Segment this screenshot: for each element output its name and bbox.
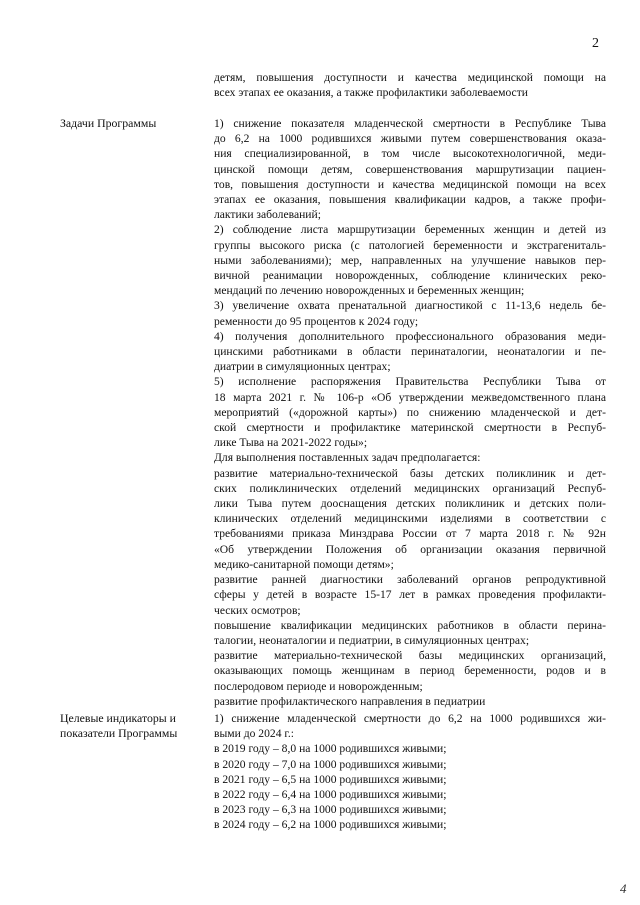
indicators-label-line: Целевые индикаторы и: [60, 711, 176, 725]
indicators-label-line: показатели Программы: [60, 726, 178, 740]
tasks-line: повышение квалификации медицинских работников в области перина-: [214, 618, 606, 632]
tasks-line: послеродовом периоде и новорожденным;: [214, 679, 423, 693]
handwritten-mark: 4: [620, 881, 627, 896]
tasks-line: 2) соблюдение листа маршрутизации беременных женщин и детей из: [214, 223, 606, 237]
tasks-line: развитие ранней диагностики заболеваний органов репродуктивной: [214, 573, 606, 587]
tasks-line: талогии, неонаталогии и педиатрии, в симуляционных центрах;: [214, 633, 530, 647]
tasks-line: лики Тыва путем дооснащения детских поликлиник и детских поли-: [214, 497, 606, 511]
tasks-line: лике Тыва на 2021-2022 годы»;: [214, 436, 368, 450]
tasks-line: развитие профилактического направления в педиатрии: [214, 694, 486, 708]
tasks-line: мендаций по лечению новорожденных и беременных женщин;: [214, 284, 525, 298]
tasks-line: ской смертности и профилактике материнской смертности в Респуб-: [214, 421, 606, 435]
tasks-line: до 6,2 на 1000 родившихся живыми путем совершенствования оказа-: [214, 132, 606, 146]
tasks-line: оказывающих помощь женщинам в период беременности, родов и в: [214, 664, 606, 678]
intro-line: всех этапах ее оказания, а также профилактики заболеваемости: [214, 86, 528, 100]
page-number: 2: [592, 36, 599, 51]
tasks-line: тов, повышения доступности и качества медицинской помощи на всех: [214, 177, 606, 191]
indicators-label: [60, 711, 205, 741]
indicators-line: в 2023 году – 6,3 на 1000 родившихся живыми;: [214, 803, 447, 817]
indicators-content: [214, 711, 606, 833]
tasks-line: развитие материально-технической базы детских поликлиник и дет-: [214, 466, 606, 480]
tasks-line: ния специализированной, в том числе высокотехнологичной, меди-: [214, 147, 606, 161]
intro-line: детям, повышения доступности и качества медицинской помощи на: [214, 71, 606, 84]
indicators-line: в 2019 году – 8,0 на 1000 родившихся живыми;: [214, 742, 447, 756]
intro-paragraph: [214, 70, 606, 100]
indicators-line: 1) снижение младенческой смертности до 6,2 на 1000 родившихся жи-: [214, 712, 606, 725]
tasks-line: ными заболеваниями); мер, направленных на улучшение навыков пер-: [214, 253, 606, 267]
tasks-line: этапах ее оказания, повышения квалификации кадров, а также профи-: [214, 193, 606, 207]
tasks-line: требованиями приказа Минздрава России от 7 марта 2018 г. № 92н: [214, 527, 606, 541]
tasks-label: Задачи Программы: [60, 116, 157, 130]
tasks-line: лактики заболеваний;: [214, 208, 321, 222]
tasks-line: цинскими работниками в области перинаталогии, неонаталогии и пе-: [214, 345, 606, 359]
tasks-line: 3) увеличение охвата пренатальной диагностикой с 11-13,6 недель бе-: [214, 299, 606, 313]
indicators-line: в 2020 году – 7,0 на 1000 родившихся живыми;: [214, 757, 447, 771]
indicators-line: выми до 2024 г.:: [214, 727, 294, 741]
tasks-line: 1) снижение показателя младенческой смертности в Республике Тыва: [214, 117, 606, 130]
tasks-line: развитие материально-технической базы медицинских организаций,: [214, 649, 606, 663]
tasks-line: 5) исполнение распоряжения Правительства Республики Тыва от: [214, 375, 606, 389]
tasks-line: «Об утверждении Положения об организации оказания первичной: [214, 542, 606, 556]
tasks-line: диатрии в симуляционных центрах;: [214, 360, 391, 374]
tasks-line: Для выполнения поставленных задач предполагается:: [214, 451, 481, 465]
tasks-line: клинических отделений медицинскими изделиями в соответствии с: [214, 512, 606, 526]
tasks-line: сферы у детей в возрасте 15-17 лет в рамках проведения профилакти-: [214, 588, 606, 602]
tasks-line: 18 марта 2021 г. № 106-р «Об утверждении межведомственного плана: [214, 390, 606, 404]
tasks-line: ских поликлинических отделений медицинских организаций Респуб-: [214, 481, 606, 495]
tasks-line: медико-санитарной помощи детям»;: [214, 557, 394, 571]
tasks-line: вичной реанимации новорожденных, соблюдение клинических реко-: [214, 269, 606, 283]
tasks-line: ческих осмотров;: [214, 603, 301, 617]
indicators-line: в 2021 году – 6,5 на 1000 родившихся живыми;: [214, 772, 447, 786]
indicators-line: в 2022 году – 6,4 на 1000 родившихся живыми;: [214, 788, 447, 802]
tasks-line: группы высокого риска (с патологией беременности и экстрагениталь-: [214, 238, 606, 252]
tasks-line: цинской помощи детям, совершенствования маршрутизации пациен-: [214, 162, 606, 176]
tasks-line: 4) получения дополнительного профессионального образования меди-: [214, 329, 606, 343]
indicators-line: в 2024 году – 6,2 на 1000 родившихся живыми;: [214, 818, 447, 832]
tasks-line: ременности до 95 процентов к 2024 году;: [214, 314, 419, 328]
tasks-line: мероприятий («дорожной карты») по снижению младенческой и дет-: [214, 405, 606, 419]
tasks-content: [214, 116, 606, 709]
